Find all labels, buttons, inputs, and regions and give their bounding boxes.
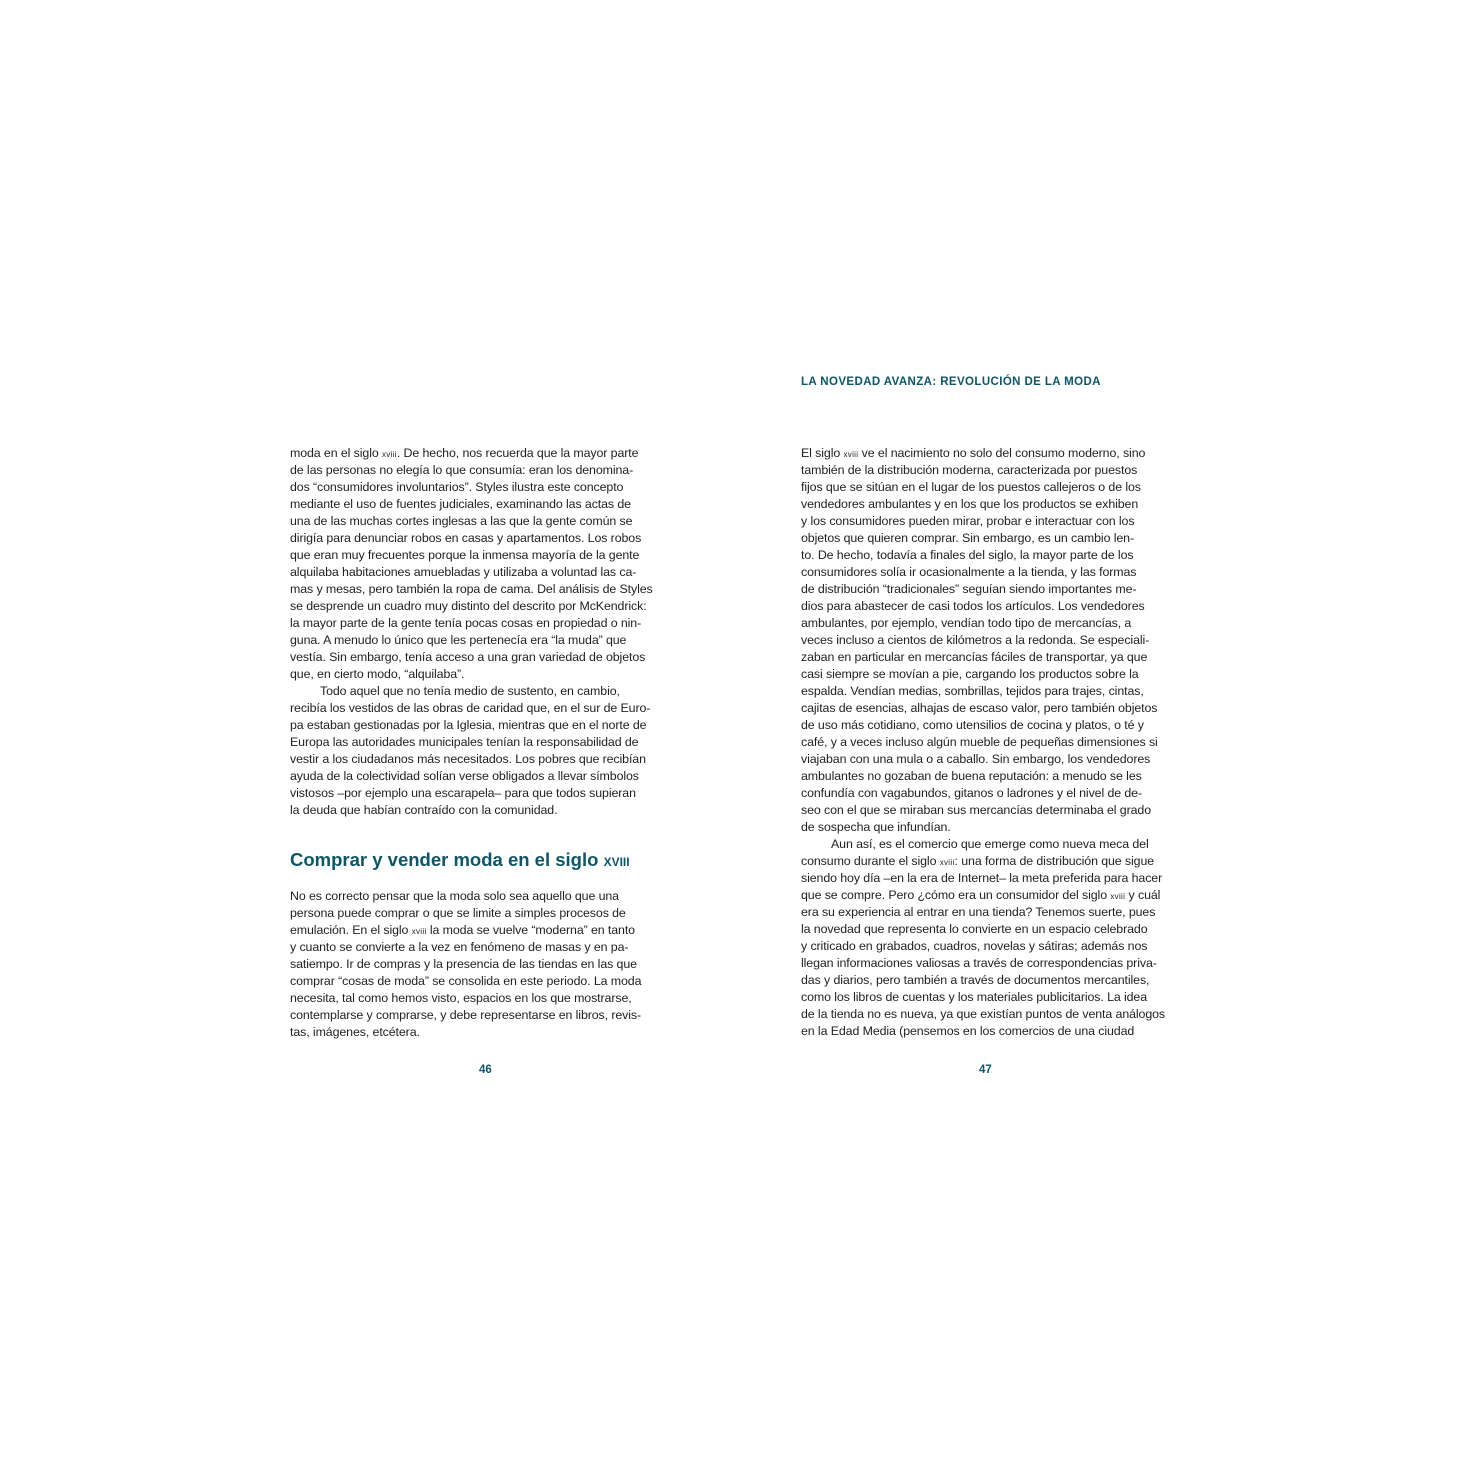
text-line: de sospecha que infundían. [801, 820, 951, 834]
text-line: dos “consumidores involuntarios”. Styles ilustra este concepto [290, 480, 624, 494]
text-line: la novedad que representa lo convierte en un espacio celebrado [801, 922, 1148, 936]
text-line: dirigía para denunciar robos en casas y apartamentos. Los robos [290, 531, 642, 545]
text-line: era su experiencia al entrar en una tienda? Tenemos suerte, pues [801, 905, 1156, 919]
text-line: recibía los vestidos de las obras de caridad que, en el sur de Euro- [290, 701, 651, 715]
text-line: casi siempre se movían a pie, cargando los productos sobre la [801, 667, 1139, 681]
text-line: ambulantes, por ejemplo, vendían todo tipo de mercancías, a [801, 616, 1132, 630]
text-line: consumo durante el siglo xviii: una forma de distribución que sigue [801, 854, 1155, 868]
text-line: cajitas de esencias, alhajas de escaso valor, pero también objetos [801, 701, 1158, 715]
text-line: viajaban con una mula o a caballo. Sin embargo, los vendedores [801, 752, 1151, 766]
text-line: en la Edad Media (pensemos en los comercios de una ciudad [801, 1024, 1135, 1038]
text-line: to. De hecho, todavía a finales del siglo, la mayor parte de los [801, 548, 1134, 562]
text-line: ambulantes no gozaban de buena reputación: a menudo se les [801, 769, 1142, 783]
text-line: la deuda que habían contraído con la comunidad. [290, 803, 558, 817]
section-heading: Comprar y vender moda en el siglo XVIII [290, 849, 630, 870]
text-line: objetos que quieren comprar. Sin embargo, es un cambio len- [801, 531, 1134, 545]
text-line: No es correcto pensar que la moda solo sea aquello que una [290, 889, 619, 903]
text-line: satiempo. Ir de compras y la presencia de las tiendas en las que [290, 957, 637, 971]
text-line: Aun así, es el comercio que emerge como nueva meca del [831, 837, 1149, 851]
text-line: fijos que se sitúan en el lugar de los puestos callejeros o de los [801, 480, 1141, 494]
text-line: que, en cierto modo, “alquilaba”. [290, 667, 465, 681]
text-line: vistosos –por ejemplo una escarapela– para que todos supieran [290, 786, 636, 800]
text-line: ayuda de la colectividad solían verse obligados a llevar símbolos [290, 769, 639, 783]
text-line: de la tienda no es nueva, ya que existían puntos de venta análogos [801, 1007, 1166, 1021]
text-line: comprar “cosas de moda” se consolida en este periodo. La moda [290, 974, 642, 988]
text-line: confundía con vagabundos, gitanos o ladrones y el nivel de de- [801, 786, 1142, 800]
text-line: una de las muchas cortes inglesas a las que la gente común se [290, 514, 633, 528]
text-line: mediante el uso de fuentes judiciales, examinando las actas de [290, 497, 631, 511]
text-line: consumidores solía ir ocasionalmente a la tienda, y las formas [801, 565, 1137, 579]
text-line: veces incluso a cientos de kilómetros a la redonda. Se especiali- [801, 633, 1150, 647]
right-page-text [801, 445, 1183, 1040]
text-line: Todo aquel que no tenía medio de sustento, en cambio, [320, 684, 620, 698]
text-line: vendedores ambulantes y en los que los productos se exhiben [801, 497, 1139, 511]
text-line: de las personas no elegía lo que consumía: eran los denomina- [290, 463, 634, 477]
text-line: y criticado en grabados, cuadros, novelas y sátiras; además nos [801, 939, 1148, 953]
text-line: Europa las autoridades municipales tenían la responsabilidad de [290, 735, 639, 749]
text-line: tas, imágenes, etcétera. [290, 1025, 420, 1039]
text-line: seo con el que se miraban sus mercancías determinaba el grado [801, 803, 1151, 817]
text-line: El siglo xviii ve el nacimiento no solo del consumo moderno, sino [801, 446, 1146, 460]
text-line: moda en el siglo xviii. De hecho, nos recuerda que la mayor parte [290, 446, 639, 460]
text-line: dios para abastecer de casi todos los artículos. Los vendedores [801, 599, 1145, 613]
left-page-text-2 [290, 888, 672, 1041]
text-line: que eran muy frecuentes porque la inmensa mayoría de la gente [290, 548, 640, 562]
text-line: siendo hoy día –en la era de Internet– la meta preferida para hacer [801, 871, 1163, 885]
text-line: la mayor parte de la gente tenía pocas cosas en propiedad o nin- [290, 616, 642, 630]
text-line: persona puede comprar o que se limite a simples procesos de [290, 906, 626, 920]
text-line: pa estaban gestionadas por la Iglesia, mientras que en el norte de [290, 718, 647, 732]
left-page-text [290, 445, 672, 819]
text-line: también de la distribución moderna, caracterizada por puestos [801, 463, 1138, 477]
text-line: café, y a veces incluso algún mueble de pequeñas dimensiones si [801, 735, 1158, 749]
text-line: y los consumidores pueden mirar, probar e interactuar con los [801, 514, 1135, 528]
text-line: espalda. Vendían medias, sombrillas, tejidos para trajes, cintas, [801, 684, 1144, 698]
text-line: alquilaba habitaciones amuebladas y utilizaba a voluntad las ca- [290, 565, 637, 579]
text-line: y cuanto se convierte a la vez en fenómeno de masas y en pa- [290, 940, 629, 954]
text-line: de distribución “tradicionales” seguían siendo importantes me- [801, 582, 1137, 596]
text-line: llegan informaciones valiosas a través de correspondencias priva- [801, 956, 1157, 970]
text-line: se desprende un cuadro muy distinto del descrito por McKendrick: [290, 599, 647, 613]
text-line: vestir a los ciudadanos más necesitados. Los pobres que recibían [290, 752, 646, 766]
text-line: necesita, tal como hemos visto, espacios en los que mostrarse, [290, 991, 632, 1005]
text-line: mas y mesas, pero también la ropa de cama. Del análisis de Styles [290, 582, 653, 596]
text-line: emulación. En el siglo xviii la moda se vuelve “moderna” en tanto [290, 923, 635, 937]
text-line: guna. A menudo lo único que les pertenecía era “la muda” que [290, 633, 627, 647]
text-line: contemplarse y comprarse, y debe representarse en libros, revis- [290, 1008, 642, 1022]
text-line: vestía. Sin embargo, tenía acceso a una gran variedad de objetos [290, 650, 646, 664]
text-line: que se compre. Pero ¿cómo era un consumidor del siglo xviii y cuál [801, 888, 1161, 902]
text-line: das y diarios, pero también a través de documentos mercantiles, [801, 973, 1150, 987]
page-number-right: 47 [979, 1064, 992, 1076]
text-line: zaban en particular en mercancías fáciles de transportar, ya que [801, 650, 1148, 664]
running-head: LA NOVEDAD AVANZA: REVOLUCIÓN DE LA MODA [801, 376, 1101, 388]
page-number-left: 46 [479, 1064, 492, 1076]
text-line: como los libros de cuentas y los materiales publicitarios. La idea [801, 990, 1148, 1004]
text-line: de uso más cotidiano, como utensilios de cocina y platos, o té y [801, 718, 1144, 732]
